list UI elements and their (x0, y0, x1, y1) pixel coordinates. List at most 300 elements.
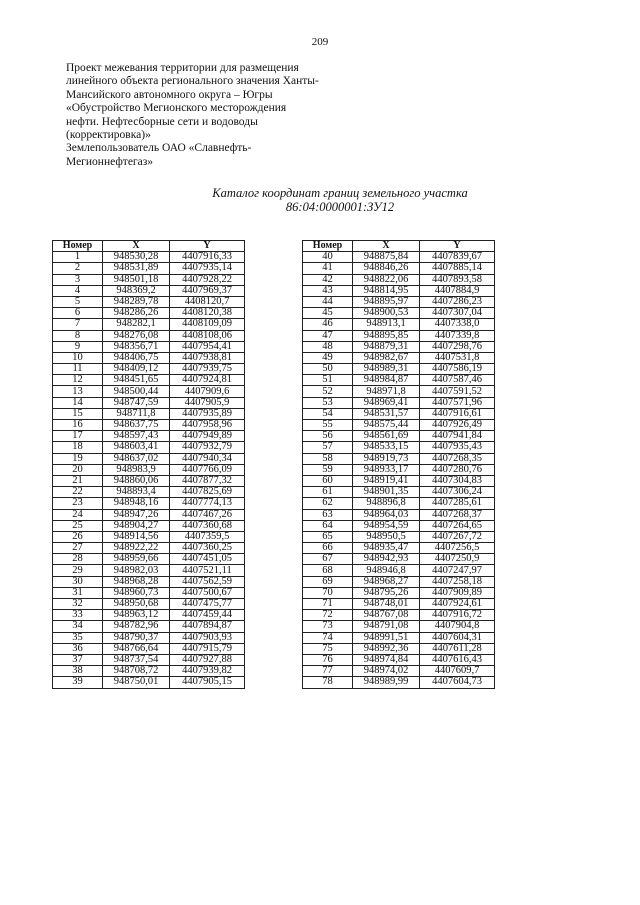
cell-y: 4407839,67 (420, 252, 495, 263)
cell-number: 72 (303, 610, 353, 621)
table-row (53, 487, 245, 498)
table-row (303, 341, 495, 352)
cell-y: 4407531,8 (420, 352, 495, 363)
cell-number: 25 (53, 520, 103, 531)
cell-y: 4407611,28 (420, 643, 495, 654)
column-header-y: Y (420, 241, 495, 252)
cell-number: 49 (303, 352, 353, 363)
cell-x: 948767,08 (353, 610, 420, 621)
cell-x: 948982,67 (353, 352, 420, 363)
table-row (303, 352, 495, 363)
cell-number: 67 (303, 554, 353, 565)
cell-y: 4407258,18 (420, 576, 495, 587)
cell-number: 42 (303, 274, 353, 285)
table-row (53, 308, 245, 319)
cell-number: 32 (53, 599, 103, 610)
table-row (303, 263, 495, 274)
cell-number: 14 (53, 397, 103, 408)
cell-x: 948531,89 (103, 263, 170, 274)
cell-y: 4407268,35 (420, 453, 495, 464)
cell-y: 4407924,61 (420, 599, 495, 610)
cell-number: 27 (53, 543, 103, 554)
table-row (53, 554, 245, 565)
project-header (66, 62, 366, 169)
cell-y: 4407893,58 (420, 274, 495, 285)
cell-y: 4407909,6 (170, 386, 245, 397)
table-row (303, 285, 495, 296)
cell-x: 948919,73 (353, 453, 420, 464)
cell-y: 4407774,13 (170, 498, 245, 509)
cell-x: 948737,54 (103, 654, 170, 665)
cell-number: 28 (53, 554, 103, 565)
cell-x: 948561,69 (353, 431, 420, 442)
cell-y: 4407916,61 (420, 408, 495, 419)
table-row (303, 252, 495, 263)
table-row (53, 263, 245, 274)
table-row (53, 610, 245, 621)
cell-y: 4407905,9 (170, 397, 245, 408)
cell-y: 4407475,77 (170, 599, 245, 610)
cell-number: 22 (53, 487, 103, 498)
cell-y: 4407941,84 (420, 431, 495, 442)
cell-y: 4408109,09 (170, 319, 245, 330)
cell-y: 4407587,46 (420, 375, 495, 386)
cell-x: 948974,02 (353, 666, 420, 677)
column-header-number: Номер (303, 241, 353, 252)
cell-y: 4407935,43 (420, 442, 495, 453)
table-row (53, 666, 245, 677)
cell-x: 948922,22 (103, 543, 170, 554)
table-row (303, 397, 495, 408)
cell-y: 4407307,04 (420, 308, 495, 319)
table-row (53, 654, 245, 665)
cell-x: 948790,37 (103, 632, 170, 643)
cell-x: 948356,71 (103, 341, 170, 352)
cell-number: 56 (303, 431, 353, 442)
page-number: 209 (311, 36, 329, 48)
table-row (53, 386, 245, 397)
table-row (53, 375, 245, 386)
cell-number: 77 (303, 666, 353, 677)
cell-y: 4407267,72 (420, 531, 495, 542)
table-row (303, 531, 495, 542)
table-row (303, 364, 495, 375)
cell-x: 948942,93 (353, 554, 420, 565)
table-row (303, 576, 495, 587)
cell-number: 30 (53, 576, 103, 587)
cell-x: 948276,08 (103, 330, 170, 341)
cell-x: 948282,1 (103, 319, 170, 330)
cell-x: 948530,28 (103, 252, 170, 263)
cell-y: 4407467,26 (170, 509, 245, 520)
cell-x: 948933,17 (353, 464, 420, 475)
cell-number: 47 (303, 330, 353, 341)
cell-number: 57 (303, 442, 353, 453)
cell-x: 948950,68 (103, 599, 170, 610)
cell-y: 4407360,68 (170, 520, 245, 531)
cell-y: 4407935,14 (170, 263, 245, 274)
cell-y: 4407904,8 (420, 621, 495, 632)
cell-x: 948935,47 (353, 543, 420, 554)
cell-number: 45 (303, 308, 353, 319)
table-row (53, 408, 245, 419)
cell-y: 4407938,81 (170, 352, 245, 363)
cell-number: 1 (53, 252, 103, 263)
cell-number: 17 (53, 431, 103, 442)
cell-y: 4407935,89 (170, 408, 245, 419)
header-line: «Обустройство Мегионского месторождения (66, 102, 287, 115)
cell-number: 2 (53, 263, 103, 274)
cell-x: 948946,8 (353, 565, 420, 576)
cell-number: 51 (303, 375, 353, 386)
cell-y: 4407927,88 (170, 654, 245, 665)
cell-x: 948895,85 (353, 330, 420, 341)
table-row (303, 610, 495, 621)
cell-x: 948992,36 (353, 643, 420, 654)
cell-number: 12 (53, 375, 103, 386)
cell-x: 948964,03 (353, 509, 420, 520)
cell-number: 50 (303, 364, 353, 375)
cell-y: 4407885,14 (420, 263, 495, 274)
cell-number: 9 (53, 341, 103, 352)
cell-number: 64 (303, 520, 353, 531)
table-body-right (303, 252, 495, 688)
table-row (303, 520, 495, 531)
cell-x: 948501,18 (103, 274, 170, 285)
cell-number: 58 (303, 453, 353, 464)
table-row (303, 330, 495, 341)
cell-y: 4407825,69 (170, 487, 245, 498)
cell-number: 68 (303, 565, 353, 576)
table-row (53, 420, 245, 431)
cell-x: 948637,02 (103, 453, 170, 464)
table-row (53, 576, 245, 587)
cell-number: 43 (303, 285, 353, 296)
cell-x: 948603,41 (103, 442, 170, 453)
table-row (303, 677, 495, 688)
cell-number: 26 (53, 531, 103, 542)
table-header-row (303, 241, 495, 252)
cell-y: 4407359,5 (170, 531, 245, 542)
cell-number: 69 (303, 576, 353, 587)
cell-number: 16 (53, 420, 103, 431)
table-row (53, 442, 245, 453)
cell-y: 4407766,09 (170, 464, 245, 475)
cell-number: 40 (303, 252, 353, 263)
cell-y: 4408120,7 (170, 296, 245, 307)
cell-number: 53 (303, 397, 353, 408)
table-row (303, 431, 495, 442)
table-row (303, 498, 495, 509)
table-row (303, 599, 495, 610)
cell-y: 4407360,25 (170, 543, 245, 554)
cell-y: 4407264,65 (420, 520, 495, 531)
cell-x: 948860,06 (103, 475, 170, 486)
cell-number: 60 (303, 475, 353, 486)
cell-y: 4407909,89 (420, 587, 495, 598)
table-row (53, 587, 245, 598)
cell-x: 948947,26 (103, 509, 170, 520)
cell-number: 44 (303, 296, 353, 307)
cell-x: 948782,96 (103, 621, 170, 632)
table-row (303, 420, 495, 431)
column-header-number: Номер (53, 241, 103, 252)
cell-number: 8 (53, 330, 103, 341)
table-row (303, 408, 495, 419)
cell-x: 948989,31 (353, 364, 420, 375)
cell-y: 4407903,93 (170, 632, 245, 643)
cell-y: 4407280,76 (420, 464, 495, 475)
cell-y: 4407586,19 (420, 364, 495, 375)
table-row (303, 274, 495, 285)
cell-y: 4407924,81 (170, 375, 245, 386)
coordinates-table-left (52, 240, 245, 689)
cell-number: 38 (53, 666, 103, 677)
table-row (53, 531, 245, 542)
table-row (53, 352, 245, 363)
cell-y: 4407247,97 (420, 565, 495, 576)
header-line: Мегионнефтегаз» (66, 155, 154, 168)
cell-x: 948948,16 (103, 498, 170, 509)
cell-number: 76 (303, 654, 353, 665)
table-row (53, 643, 245, 654)
cell-y: 4407500,67 (170, 587, 245, 598)
table-row (53, 520, 245, 531)
cell-y: 4407884,9 (420, 285, 495, 296)
cell-number: 29 (53, 565, 103, 576)
cell-y: 4407609,7 (420, 666, 495, 677)
cell-x: 948369,2 (103, 285, 170, 296)
cell-x: 948708,72 (103, 666, 170, 677)
cell-y: 4407591,52 (420, 386, 495, 397)
cell-number: 34 (53, 621, 103, 632)
header-line: нефти. Нефтесборные сети и водоводы (66, 115, 258, 128)
cell-x: 948895,97 (353, 296, 420, 307)
cell-y: 4407256,5 (420, 543, 495, 554)
cell-x: 948974,84 (353, 654, 420, 665)
table-row (53, 475, 245, 486)
cell-number: 35 (53, 632, 103, 643)
cell-x: 948289,78 (103, 296, 170, 307)
table-row (53, 364, 245, 375)
cell-y: 4407306,24 (420, 487, 495, 498)
cell-number: 24 (53, 509, 103, 520)
header-line: Землепользователь ОАО «Славнефть- (66, 142, 252, 155)
cell-x: 948791,08 (353, 621, 420, 632)
cell-number: 3 (53, 274, 103, 285)
cell-number: 74 (303, 632, 353, 643)
cell-y: 4407268,37 (420, 509, 495, 520)
table-row (303, 464, 495, 475)
cell-number: 59 (303, 464, 353, 475)
cell-x: 948795,26 (353, 587, 420, 598)
table-row (53, 330, 245, 341)
cell-y: 4407954,41 (170, 341, 245, 352)
column-header-y: Y (170, 241, 245, 252)
cell-x: 948954,59 (353, 520, 420, 531)
cell-y: 4407604,73 (420, 677, 495, 688)
cell-x: 948896,8 (353, 498, 420, 509)
cell-x: 948950,5 (353, 531, 420, 542)
table-row (303, 509, 495, 520)
cell-number: 61 (303, 487, 353, 498)
cell-number: 41 (303, 263, 353, 274)
cell-x: 948875,84 (353, 252, 420, 263)
cell-number: 13 (53, 386, 103, 397)
cell-y: 4407338,0 (420, 319, 495, 330)
cell-number: 10 (53, 352, 103, 363)
table-row (53, 509, 245, 520)
cell-number: 19 (53, 453, 103, 464)
catalog-title-line: Каталог координат границ земельного участка (212, 186, 468, 200)
cell-x: 948451,65 (103, 375, 170, 386)
cell-y: 4407339,8 (420, 330, 495, 341)
cell-number: 62 (303, 498, 353, 509)
cell-number: 23 (53, 498, 103, 509)
cell-x: 948893,4 (103, 487, 170, 498)
cell-x: 948409,12 (103, 364, 170, 375)
cell-number: 71 (303, 599, 353, 610)
cell-number: 78 (303, 677, 353, 688)
cell-x: 948900,53 (353, 308, 420, 319)
cell-y: 4407958,96 (170, 420, 245, 431)
cell-x: 948747,59 (103, 397, 170, 408)
cell-number: 54 (303, 408, 353, 419)
cell-y: 4407939,75 (170, 364, 245, 375)
cell-y: 4407969,37 (170, 285, 245, 296)
cell-x: 948766,64 (103, 643, 170, 654)
cell-y: 4407932,79 (170, 442, 245, 453)
table-row (303, 375, 495, 386)
cell-y: 4407877,32 (170, 475, 245, 486)
table-row (303, 475, 495, 486)
cell-y: 4407298,76 (420, 341, 495, 352)
cell-x: 948984,87 (353, 375, 420, 386)
cell-x: 948904,27 (103, 520, 170, 531)
table-row (303, 308, 495, 319)
cell-x: 948971,8 (353, 386, 420, 397)
table-row (303, 296, 495, 307)
cell-x: 948748,01 (353, 599, 420, 610)
table-row (303, 442, 495, 453)
cell-y: 4407926,49 (420, 420, 495, 431)
table-row (53, 285, 245, 296)
cell-x: 948711,8 (103, 408, 170, 419)
cell-x: 948597,43 (103, 431, 170, 442)
table-row (53, 498, 245, 509)
cell-y: 4407250,9 (420, 554, 495, 565)
cell-x: 948959,66 (103, 554, 170, 565)
table-row (303, 666, 495, 677)
table-row (53, 543, 245, 554)
cell-y: 4407304,83 (420, 475, 495, 486)
table-row (53, 453, 245, 464)
cell-number: 11 (53, 364, 103, 375)
cell-y: 4407604,31 (420, 632, 495, 643)
header-line: (корректировка)» (66, 129, 151, 142)
table-row (303, 643, 495, 654)
cell-number: 37 (53, 654, 103, 665)
header-line: Проект межевания территории для размещения (66, 62, 299, 74)
table-row (53, 296, 245, 307)
table-row (53, 565, 245, 576)
table-row (303, 565, 495, 576)
cell-x: 948919,41 (353, 475, 420, 486)
column-header-x: X (353, 241, 420, 252)
cell-x: 948846,26 (353, 263, 420, 274)
cell-number: 73 (303, 621, 353, 632)
table-row (53, 431, 245, 442)
table-row (53, 252, 245, 263)
cadastral-number: 86:04:0000001:ЗУ12 (285, 200, 395, 214)
cell-number: 63 (303, 509, 353, 520)
cell-x: 948500,44 (103, 386, 170, 397)
cell-number: 46 (303, 319, 353, 330)
cell-number: 55 (303, 420, 353, 431)
cell-number: 20 (53, 464, 103, 475)
table-row (303, 487, 495, 498)
cell-x: 948963,12 (103, 610, 170, 621)
cell-x: 948969,41 (353, 397, 420, 408)
cell-y: 4408120,38 (170, 308, 245, 319)
cell-y: 4407916,33 (170, 252, 245, 263)
cell-x: 948983,9 (103, 464, 170, 475)
cell-x: 948901,35 (353, 487, 420, 498)
cell-y: 4407915,79 (170, 643, 245, 654)
table-row (303, 453, 495, 464)
cell-number: 66 (303, 543, 353, 554)
cell-y: 4407916,72 (420, 610, 495, 621)
cell-y: 4407286,23 (420, 296, 495, 307)
table-row (303, 386, 495, 397)
table-row (303, 587, 495, 598)
cell-x: 948982,03 (103, 565, 170, 576)
cell-x: 948968,27 (353, 576, 420, 587)
table-row (53, 464, 245, 475)
cell-x: 948531,57 (353, 408, 420, 419)
cell-number: 39 (53, 677, 103, 688)
cell-x: 948960,73 (103, 587, 170, 598)
table-row (303, 543, 495, 554)
cell-number: 36 (53, 643, 103, 654)
cell-x: 948822,06 (353, 274, 420, 285)
cell-x: 948879,31 (353, 341, 420, 352)
table-row (53, 599, 245, 610)
header-line: Мансийского автономного округа – Югры (66, 88, 273, 101)
cell-y: 4407451,05 (170, 554, 245, 565)
column-header-x: X (103, 241, 170, 252)
table-row (53, 397, 245, 408)
cell-number: 31 (53, 587, 103, 598)
cell-x: 948533,15 (353, 442, 420, 453)
cell-y: 4407894,87 (170, 621, 245, 632)
cell-y: 4407905,15 (170, 677, 245, 688)
cell-x: 948991,51 (353, 632, 420, 643)
table-row (303, 632, 495, 643)
cell-y: 4407949,89 (170, 431, 245, 442)
table-body-left (53, 252, 245, 688)
cell-y: 4407459,44 (170, 610, 245, 621)
cell-y: 4407928,22 (170, 274, 245, 285)
cell-x: 948989,99 (353, 677, 420, 688)
cell-y: 4407562,59 (170, 576, 245, 587)
cell-y: 4408108,06 (170, 330, 245, 341)
table-row (53, 632, 245, 643)
cell-x: 948914,56 (103, 531, 170, 542)
cell-number: 75 (303, 643, 353, 654)
cell-x: 948968,28 (103, 576, 170, 587)
cell-number: 18 (53, 442, 103, 453)
